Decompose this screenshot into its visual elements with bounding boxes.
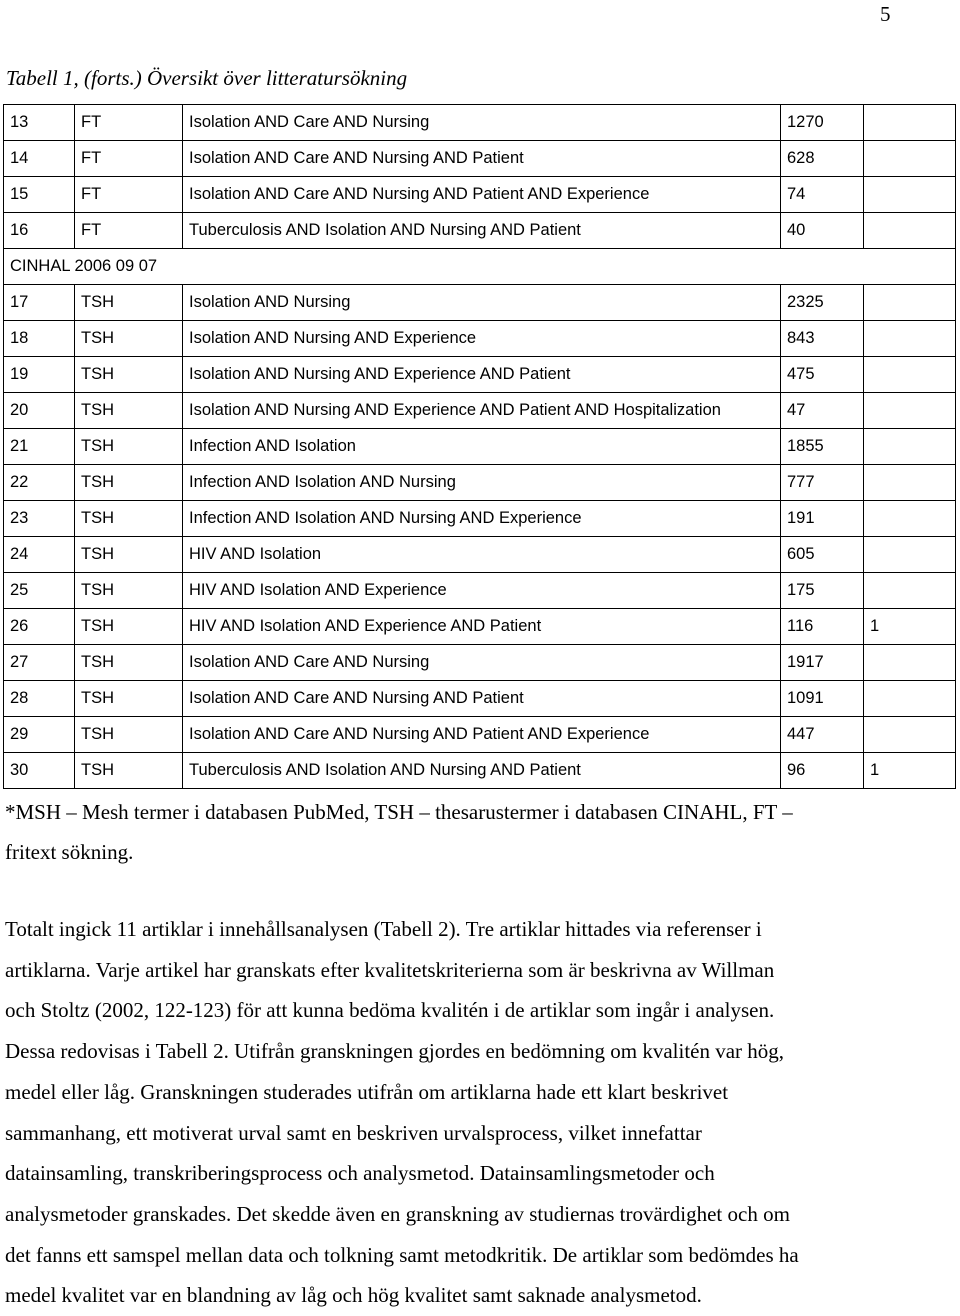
footnote-line: fritext sökning. <box>5 840 134 864</box>
cell-type: TSH <box>75 357 183 393</box>
cell-hits: 447 <box>781 717 864 753</box>
cell-type: FT <box>75 213 183 249</box>
cell-query: Tuberculosis AND Isolation AND Nursing AND Patient <box>183 753 781 789</box>
cell-n: 29 <box>4 717 75 753</box>
cell-n: 23 <box>4 501 75 537</box>
cell-selected <box>864 501 956 537</box>
cell-selected: 1 <box>864 753 956 789</box>
cell-query: Isolation AND Care AND Nursing AND Patient <box>183 681 781 717</box>
cell-query: Isolation AND Care AND Nursing AND Patient AND Experience <box>183 717 781 753</box>
cell-n: 28 <box>4 681 75 717</box>
table-row <box>4 429 956 465</box>
cell-n: 27 <box>4 645 75 681</box>
table-row <box>4 177 956 213</box>
cell-type: TSH <box>75 645 183 681</box>
cell-selected <box>864 141 956 177</box>
cell-query: Isolation AND Care AND Nursing AND Patient AND Experience <box>183 177 781 213</box>
table-row <box>4 537 956 573</box>
cell-n: 13 <box>4 105 75 141</box>
body-line: sammanhang, ett motiverat urval samt en beskriven urvalsprocess, vilket innefattar <box>5 1120 702 1145</box>
table-row <box>4 393 956 429</box>
cell-selected <box>864 429 956 465</box>
cell-hits: 191 <box>781 501 864 537</box>
cell-n: 18 <box>4 321 75 357</box>
cell-type: TSH <box>75 465 183 501</box>
cell-selected <box>864 537 956 573</box>
cell-type: FT <box>75 105 183 141</box>
cell-query: Isolation AND Nursing AND Experience AND Patient <box>183 357 781 393</box>
cell-query: HIV AND Isolation <box>183 537 781 573</box>
cell-query: Isolation AND Care AND Nursing AND Patient <box>183 141 781 177</box>
cell-selected <box>864 177 956 213</box>
table-row <box>4 105 956 141</box>
page-number: 5 <box>880 2 891 26</box>
cell-n: 24 <box>4 537 75 573</box>
cell-hits: 843 <box>781 321 864 357</box>
cell-type: TSH <box>75 537 183 573</box>
body-line: artiklarna. Varje artikel har granskats efter kvalitetskriterierna som är beskrivna av Willman <box>5 957 775 982</box>
cell-selected <box>864 717 956 753</box>
cell-query: Infection AND Isolation AND Nursing AND Experience <box>183 501 781 537</box>
cell-query: Isolation AND Care AND Nursing <box>183 645 781 681</box>
cell-hits: 40 <box>781 213 864 249</box>
cell-selected <box>864 285 956 321</box>
cell-hits: 777 <box>781 465 864 501</box>
body-line: det fanns ett samspel mellan data och tolkning samt metodkritik. De artiklar som bedömdes ha <box>5 1242 799 1267</box>
body-line: medel eller låg. Granskningen studerades utifrån om artiklarna hade ett klart beskrivet <box>5 1079 729 1104</box>
cell-query: HIV AND Isolation AND Experience AND Patient <box>183 609 781 645</box>
cell-selected <box>864 321 956 357</box>
table-row <box>4 645 956 681</box>
cell-selected: 1 <box>864 609 956 645</box>
table-row <box>4 465 956 501</box>
cell-type: TSH <box>75 681 183 717</box>
cell-query: Tuberculosis AND Isolation AND Nursing AND Patient <box>183 213 781 249</box>
cell-type: TSH <box>75 393 183 429</box>
cell-query: Infection AND Isolation <box>183 429 781 465</box>
body-line: medel kvalitet var en blandning av låg och hög kvalitet samt saknade analysmetod. <box>5 1283 702 1308</box>
body-line: Totalt ingick 11 artiklar i innehållsanalysen (Tabell 2). Tre artiklar hittades via referenser i <box>5 917 762 941</box>
table-row <box>4 501 956 537</box>
cell-query: HIV AND Isolation AND Experience <box>183 573 781 609</box>
cell-n: 16 <box>4 213 75 249</box>
cell-hits: 96 <box>781 753 864 789</box>
cell-hits: 1270 <box>781 105 864 141</box>
cell-type: TSH <box>75 429 183 465</box>
cell-selected <box>864 213 956 249</box>
cell-n: 17 <box>4 285 75 321</box>
cell-hits: 1855 <box>781 429 864 465</box>
table-row <box>4 681 956 717</box>
literature-search-table <box>3 104 956 789</box>
cell-hits: 2325 <box>781 285 864 321</box>
cell-selected <box>864 393 956 429</box>
cell-type: TSH <box>75 501 183 537</box>
cell-n: 19 <box>4 357 75 393</box>
cell-type: TSH <box>75 285 183 321</box>
cell-hits: 1091 <box>781 681 864 717</box>
body-line: och Stoltz (2002, 122-123) för att kunna bedöma kvalitén i de artiklar som ingår i analysen. <box>5 998 775 1023</box>
body-line: datainsamling, transkriberingsprocess och analysmetod. Datainsamlingsmetoder och <box>5 1161 715 1186</box>
cell-hits: 1917 <box>781 645 864 681</box>
table-footnote <box>5 792 905 872</box>
cell-n: 25 <box>4 573 75 609</box>
cell-selected <box>864 681 956 717</box>
cell-n: 15 <box>4 177 75 213</box>
table-caption: Tabell 1, (forts.) Översikt över litteratursökning <box>6 66 408 90</box>
cell-hits: 475 <box>781 357 864 393</box>
cell-query: Infection AND Isolation AND Nursing <box>183 465 781 501</box>
cell-type: TSH <box>75 717 183 753</box>
cell-hits: 47 <box>781 393 864 429</box>
cell-n: 22 <box>4 465 75 501</box>
table-row <box>4 141 956 177</box>
cell-type: FT <box>75 141 183 177</box>
cell-hits: 628 <box>781 141 864 177</box>
table-row <box>4 573 956 609</box>
body-line: Dessa redovisas i Tabell 2. Utifrån granskningen gjordes en bedömning om kvalitén var hög, <box>5 1039 785 1064</box>
cell-query: Isolation AND Nursing AND Experience AND Patient AND Hospitalization <box>183 393 781 429</box>
cell-hits: 74 <box>781 177 864 213</box>
cell-type: TSH <box>75 573 183 609</box>
table-row <box>4 717 956 753</box>
cell-query: Isolation AND Care AND Nursing <box>183 105 781 141</box>
table-body <box>4 105 956 789</box>
section-header-row <box>4 249 956 285</box>
cell-selected <box>864 105 956 141</box>
cell-type: TSH <box>75 753 183 789</box>
cell-type: TSH <box>75 609 183 645</box>
cell-n: 21 <box>4 429 75 465</box>
cell-selected <box>864 573 956 609</box>
table-row <box>4 285 956 321</box>
cell-type: TSH <box>75 321 183 357</box>
cell-type: FT <box>75 177 183 213</box>
table-row <box>4 609 956 645</box>
cell-query: Isolation AND Nursing <box>183 285 781 321</box>
footnote-line: *MSH – Mesh termer i databasen PubMed, TSH – thesarustermer i databasen CINAHL, FT – <box>5 800 793 824</box>
table-row <box>4 753 956 789</box>
table-row <box>4 357 956 393</box>
database-section-header: CINHAL 2006 09 07 <box>4 249 956 285</box>
cell-n: 26 <box>4 609 75 645</box>
cell-hits: 175 <box>781 573 864 609</box>
cell-selected <box>864 645 956 681</box>
cell-selected <box>864 465 956 501</box>
cell-query: Isolation AND Nursing AND Experience <box>183 321 781 357</box>
cell-hits: 116 <box>781 609 864 645</box>
table-row <box>4 213 956 249</box>
cell-selected <box>864 357 956 393</box>
body-paragraph <box>5 909 945 1316</box>
table-row <box>4 321 956 357</box>
cell-hits: 605 <box>781 537 864 573</box>
cell-n: 30 <box>4 753 75 789</box>
body-line: analysmetoder granskades. Det skedde även en granskning av studiernas trovärdighet och om <box>5 1201 790 1226</box>
cell-n: 20 <box>4 393 75 429</box>
cell-n: 14 <box>4 141 75 177</box>
